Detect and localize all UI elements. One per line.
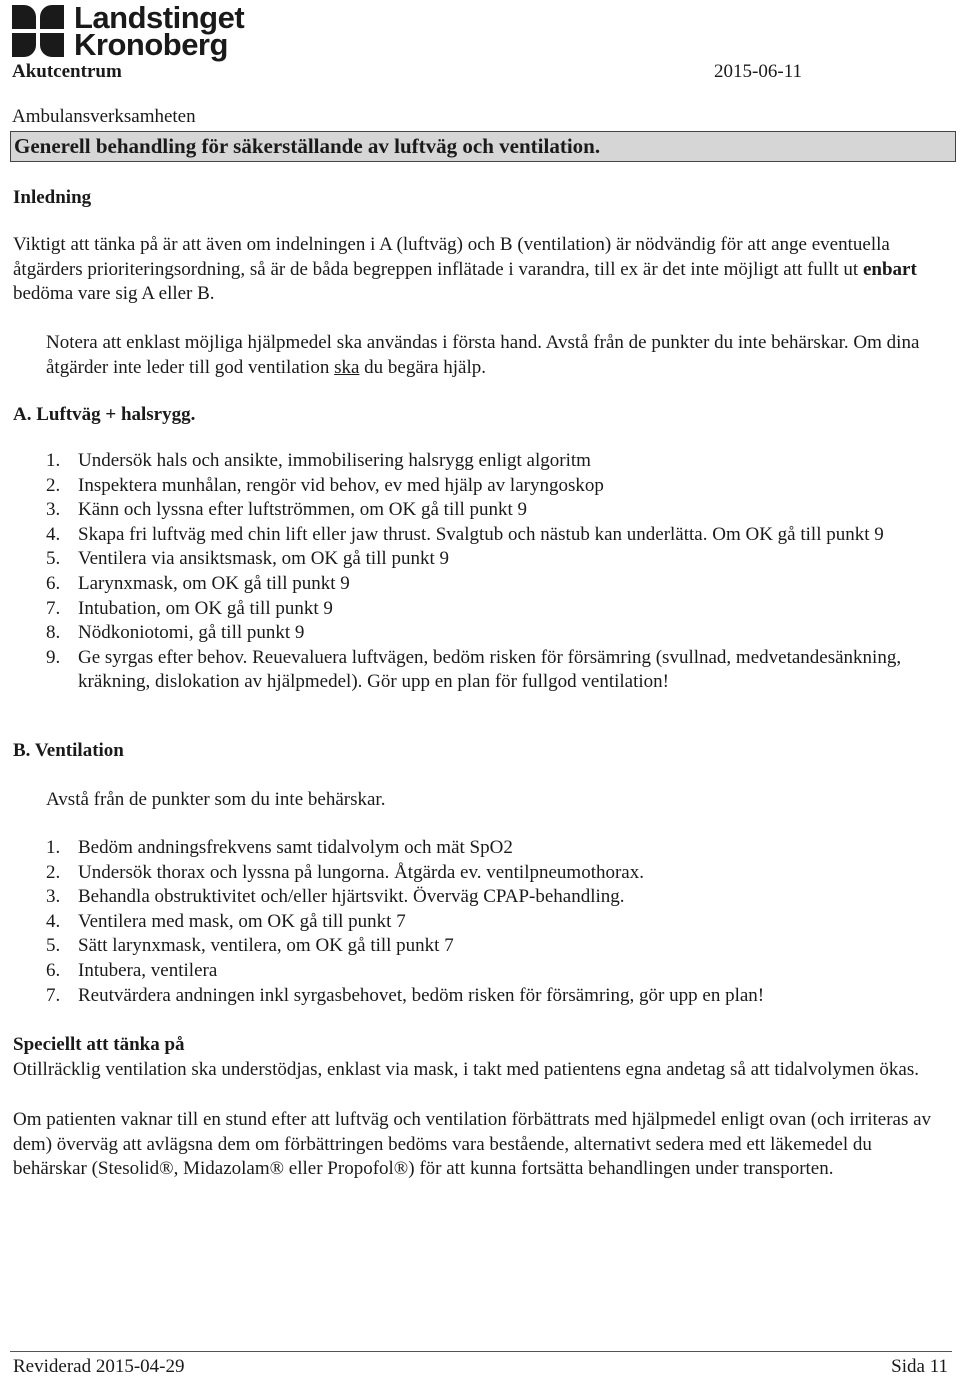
section-b-heading: B. Ventilation [13, 740, 124, 761]
list-item-text: Behandla obstruktivitet och/eller hjärtsvikt. Överväg CPAP-behandling. [78, 886, 625, 908]
note-text: Notera att enklast möjliga hjälpmedel ska användas i första hand. Avstå från de punkter du inte behärskar. Om dina åtgärder inte leder till god ventilation [46, 332, 920, 378]
list-item-text: Inspektera munhålan, rengör vid behov, ev med hjälp av laryngoskop [78, 474, 604, 496]
header-row [12, 61, 802, 85]
intro-bold: enbart [862, 258, 917, 280]
list-item [46, 959, 946, 984]
landstinget-logo-icon [12, 5, 64, 57]
document-title: Generell behandling för säkerställande av luftväg och ventilation. [14, 134, 601, 158]
list-item [46, 621, 946, 646]
list-item [46, 984, 946, 1009]
section-a-heading: A. Luftväg + halsrygg. [13, 404, 196, 425]
list-item-number: 6. [46, 572, 61, 594]
list-item [46, 449, 946, 474]
footer-divider [10, 1351, 952, 1352]
list-item-text: Sätt larynxmask, ventilera, om OK gå till punkt 7 [78, 935, 454, 957]
list-item [46, 646, 946, 695]
list-item [46, 597, 946, 622]
logo [12, 2, 244, 60]
document-date: 2015-06-11 [714, 61, 802, 82]
special-heading: Speciellt att tänka på [13, 1034, 185, 1055]
special-paragraph-2: Om patienten vaknar till en stund efter att luftväg och ventilation förbättrats med hjälpmedel enligt ovan (och irriteras av dem) överväg att avlägsna dem om förbättringen bedöms vara bestående, alternativt sedera med ett läkemedel du behärskar (Stesolid®, Midazolam® eller Propofol®) för att kunna fortsätta behandlingen under transporten. [13, 1109, 932, 1180]
list-item-text: Intubation, om OK gå till punkt 9 [78, 597, 333, 619]
list-item-text: Bedöm andningsfrekvens samt tidalvolym och mät SpO2 [78, 837, 513, 858]
list-item-number: 8. [46, 622, 61, 644]
list-item-number: 5. [46, 548, 61, 570]
intro-paragraph [13, 233, 943, 307]
list-item-number: 2. [46, 474, 61, 496]
list-item [46, 498, 946, 523]
org-name: Akutcentrum [12, 61, 122, 82]
list-item-text: Ventilera med mask, om OK gå till punkt 7 [78, 910, 406, 932]
list-item-number: 3. [46, 499, 61, 521]
intro-heading: Inledning [13, 187, 92, 208]
list-item-text: Reutvärdera andningen inkl syrgasbehovet, bedöm risken för försämring, gör upp en plan! [78, 984, 765, 1006]
section-b-note: Avstå från de punkter som du inte behärskar. [46, 789, 386, 810]
list-item-number: 6. [46, 959, 61, 981]
list-item-text: Larynxmask, om OK gå till punkt 9 [78, 572, 350, 594]
list-item [46, 547, 946, 572]
list-item-text: Känn och lyssna efter luftströmmen, om OK gå till punkt 9 [78, 499, 528, 521]
list-item-number: 3. [46, 886, 61, 908]
list-item-number: 4. [46, 523, 61, 545]
list-item [46, 861, 946, 886]
list-item-text: Intubera, ventilera [78, 959, 218, 981]
list-item-text: Skapa fri luftväg med chin lift eller jaw thrust. Svalgtub och nästub kan underlätta. Om OK gå till punkt 9 [78, 523, 884, 545]
title-box [10, 131, 956, 162]
list-item-text: Undersök thorax och lyssna på lungorna. Åtgärda ev. ventilpneumothorax. [78, 861, 644, 883]
list-item-number: 7. [46, 597, 61, 619]
logo-wordmark [74, 0, 245, 62]
list-item-number: 1. [46, 450, 61, 471]
list-item [46, 910, 946, 935]
note-underline: ska [334, 356, 360, 378]
list-item-number: 5. [46, 935, 61, 957]
list-item [46, 474, 946, 499]
list-item [46, 836, 946, 861]
note-text-end: du begära hjälp. [359, 356, 487, 378]
list-item [46, 523, 946, 548]
section-b-list [46, 836, 946, 1008]
intro-note [46, 331, 926, 380]
department: Ambulansverksamheten [12, 106, 196, 127]
list-item [46, 885, 946, 910]
list-item-text: Ventilera via ansiktsmask, om OK gå till punkt 9 [78, 548, 449, 570]
list-item-number: 7. [46, 984, 61, 1006]
intro-text: Viktigt att tänka på är att även om indelningen i A (luftväg) och B (ventilation) är nödvändig för att ange eventuella åtgärders prioriteringsordning, så är de båda begreppen inflätade i varandra, till ex är det inte möjligt att fullt ut [13, 234, 890, 280]
list-item-number: 4. [46, 910, 61, 932]
logo-line1: Landstinget [74, 0, 245, 35]
intro-text-end: bedöma vare sig A eller B. [13, 283, 215, 305]
footer-page-number: Sida 11 [891, 1356, 948, 1377]
special-paragraph-1: Otillräcklig ventilation ska understödjas, enklast via mask, i takt med patientens egna andetag så att tidalvolymen ökas. [13, 1059, 919, 1080]
list-item-text: Undersök hals och ansikte, immobilisering halsrygg enligt algoritm [78, 450, 591, 471]
list-item-number: 2. [46, 861, 61, 883]
section-a-list [46, 449, 946, 695]
list-item [46, 934, 946, 959]
footer-revised: Reviderad 2015-04-29 [13, 1356, 185, 1377]
list-item-text: Nödkoniotomi, gå till punkt 9 [78, 622, 305, 644]
list-item-number: 1. [46, 837, 61, 858]
logo-line2: Kronoberg [74, 27, 228, 62]
list-item [46, 572, 946, 597]
list-item-number: 9. [46, 646, 61, 668]
list-item-text: Ge syrgas efter behov. Reuevaluera luftvägen, bedöm risken för försämring (svullnad, medvetandesänkning, kräkning, dislokation av hjälpmedel). Gör upp en plan för fullgod ventilation! [78, 646, 902, 693]
